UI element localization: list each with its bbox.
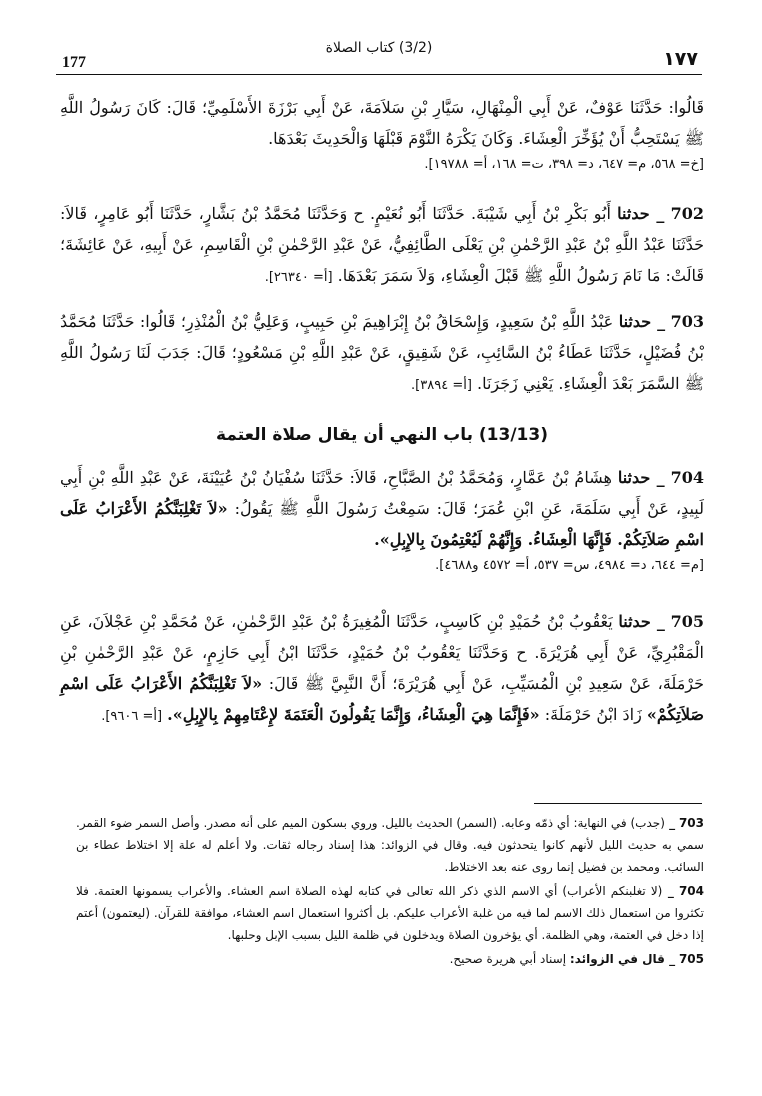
running-title: (3/2) كتاب الصلاة	[325, 40, 433, 56]
hadith-number: 704	[670, 468, 704, 487]
hadith-number: 702	[670, 204, 704, 223]
hadith-reference: [أ= ٢٦٣٤٠].	[264, 270, 333, 285]
page-number-arabic: ١٧٧	[663, 48, 698, 70]
page-number-latin: 177	[62, 54, 86, 71]
footnote-lead: (جدب)	[630, 816, 665, 830]
prophetic-quote: «لاَ تَغْلِبَنَّكُمُ الأَعْرَابُ عَلَى اسْمِ صَلاَتِكُمْ»	[60, 674, 704, 724]
footnote-text: إسناد أبي هريرة صحيح.	[449, 952, 567, 966]
page-header	[56, 30, 702, 78]
footnote-number: 703	[678, 816, 704, 830]
footnote: 703 _ (جدب) في النهاية: أي ذمّه وعابه. (السمر) الحديث بالليل. وروي بسكون الميم على أنه مصدر. وأصل السمر ضوء القمر. سمي به حديث الليل لأنهم كانوا يتحدثون فيه. وقال في الزوائد: هذا إسناد رجاله ثقات. ولا أعلم له علة إلا اختلاط عطاء بن السائب. ومحمد بن فضيل إنما روى عنه بعد الاختلاط.	[76, 816, 704, 874]
hadith-702: 702 _ حدثنا أَبُو بَكْرِ بْنُ أَبِي شَيْبَةَ. حَدَّثَنَا أَبُو نُعَيْمٍ. ح وَحَدَّثَنَا مُحَمَّدُ بْنُ بَشَّارٍ، حَدَّثَنَا أَبُو عَامِرٍ، قَالاَ: حَدَّثَنَا عَبْدُ اللَّهِ بْنُ عَبْدِ الرَّحْمٰنِ بْنِ يَعْلَى الطَّائِفِيُّ، عَنْ عَبْدِ الرَّحْمٰنِ بْنِ الْقَاسِمِ، عَنْ أَبِيهِ، عَنْ عَائِشَةَ؛ قَالَتْ: مَا نَامَ رَسُولُ اللَّهِ ﷺ قَبْلَ الْعِشَاءِ، وَلاَ سَمَرَ بَعْدَهَا. [أ= ٢٦٣٤٠].	[60, 204, 704, 285]
hadith-continuation	[60, 92, 704, 176]
header-rule	[56, 74, 702, 75]
hadith-text: قَالُوا: حَدَّثَنَا عَوْفٌ، عَنْ أَبِي الْمِنْهَالِ، سَيَّارِ بْنِ سَلاَمَةَ، عَنْ أَبِي بَرْزَةَ الأَسْلَمِيِّ؛ قَالَ: كَانَ رَسُولُ اللَّهِ ﷺ يَسْتَحِبُّ أَنْ يُؤَخِّرَ الْعِشَاءَ. وَكَانَ يَكْرَهُ النَّوْمَ قَبْلَهَا وَالْحَدِيثَ بَعْدَهَا.	[60, 98, 704, 148]
hadith-reference: [م= ٦٤٤، د= ٤٩٨٤، س= ٥٣٧، أ= ٤٥٧٢ و٤٦٨٨].	[435, 558, 704, 573]
footnote-lead: قال في الزوائد:	[569, 952, 665, 966]
footnote-lead: (لا تغلبنكم الأعراب)	[562, 884, 663, 898]
hadith-text: هِشَامُ بْنُ عَمَّارٍ، وَمُحَمَّدُ بْنُ الصَّبَّاحِ، قَالاَ: حَدَّثَنَا سُفْيَانُ بْنُ عُيَيْنَةَ، عَنْ عَبْدِ اللَّهِ بْنِ أَبِي لَبِيدٍ، عَنْ أَبِي سَلَمَةَ، عَنِ ابْنِ عُمَرَ؛ قَالَ: سَمِعْتُ رَسُولَ اللَّهِ ﷺ يَقُولُ:	[60, 468, 705, 518]
footnotes	[76, 812, 704, 972]
hadith-lead: حدثنا	[618, 612, 651, 631]
hadith-reference: [خ= ٥٦٨، م= ٦٤٧، د= ٣٩٨، ت= ١٦٨، أ= ١٩٧٨٨].	[424, 157, 704, 172]
hadith-text: يَعْقُوبُ بْنُ حُمَيْدِ بْنِ كَاسِبٍ، حَدَّثَنَا الْمُغِيرَةُ بْنُ عَبْدِ الرَّحْمٰنِ، عَنْ مُحَمَّدِ بْنِ عَجْلاَنَ، عَنِ الْمَقْبُرِيِّ، عَنْ أَبِي هُرَيْرَةَ. ح وَحَدَّثَنَا يَعْقُوبُ بْنُ حُمَيْدٍ، حَدَّثَنَا ابْنُ أَبِي حَازِمٍ، عَنْ عَبْدِ الرَّحْمٰنِ بْنِ حَرْمَلَةَ، عَنْ سَعِيدِ بْنِ الْمُسَيِّبِ، عَنْ أَبِي هُرَيْرَةَ؛ أَنَّ النَّبِيَّ ﷺ قَالَ:	[60, 612, 704, 693]
footnote-number: 704	[678, 884, 704, 898]
prophetic-quote-addition: «فَإِنَّمَا هِيَ الْعِشَاءُ، وَإِنَّمَا يَقُولُونَ الْعَتَمَةَ لإِعْتَامِهِمْ بِالإِبِلِ».	[167, 705, 540, 724]
hadith-reference: [أ= ٣٨٩٤].	[411, 378, 472, 393]
chapter-heading: (13/13) باب النهي أن يقال صلاة العتمة	[216, 425, 548, 445]
footnote-number: 705	[678, 952, 704, 966]
hadith-lead: حدثنا	[617, 468, 651, 487]
footnote-text: أي الاسم الذي ذكر الله تعالى في كتابه لهذه الصلاة اسم العشاء. والأعراب يسمونها العتمة. فلا تكثروا من استعمال ذلك الاسم لما فيه من غلبة الأعراب عليكم. بل أكثروا استعمال اسم العشاء، موافقة للقرآن. (ليعتمون) أعتم إذا دخل في العتمة، وهي الظلمة. أي يؤخرون الصلاة ويدخلون في ظلمة الليل بسبب الإبل وحلبها.	[76, 884, 704, 942]
hadith-text: عَبْدُ اللَّهِ بْنُ سَعِيدٍ، وَإِسْحَاقُ بْنُ إِبْرَاهِيمَ بْنِ حَبِيبٍ، وَعَلِيُّ بْنُ الْمُنْذِرِ؛ قَالُوا: حَدَّثَنَا مُحَمَّدُ بْنُ فُضَيْلٍ، حَدَّثَنَا عَطَاءُ بْنُ السَّائِبِ، عَنْ شَقِيقٍ، عَنْ عَبْدِ اللَّهِ بْنِ مَسْعُودٍ؛ قَالَ: جَدَبَ لَنَا رَسُولُ اللَّهِ ﷺ السَّمَرَ بَعْدَ الْعِشَاءِ. يَعْنِي زَجَرَنَا.	[60, 312, 704, 393]
hadith-705: 705 _ حدثنا يَعْقُوبُ بْنُ حُمَيْدِ بْنِ كَاسِبٍ، حَدَّثَنَا الْمُغِيرَةُ بْنُ عَبْدِ الرَّحْمٰنِ، عَنْ مُحَمَّدِ بْنِ عَجْلاَنَ، عَنِ الْمَقْبُرِيِّ، عَنْ أَبِي هُرَيْرَةَ. ح وَحَدَّثَنَا يَعْقُوبُ بْنُ حُمَيْدٍ، حَدَّثَنَا ابْنُ أَبِي حَازِمٍ، عَنْ عَبْدِ الرَّحْمٰنِ بْنِ حَرْمَلَةَ، عَنْ سَعِيدِ بْنِ الْمُسَيِّبِ، عَنْ أَبِي هُرَيْرَةَ؛ أَنَّ النَّبِيَّ ﷺ قَالَ: «لاَ تَغْلِبَنَّكُمُ الأَعْرَابُ عَلَى اسْمِ صَلاَتِكُمْ» زَادَ ابْنُ حَرْمَلَةَ: «فَإِنَّمَا هِيَ الْعِشَاءُ، وَإِنَّمَا يَقُولُونَ الْعَتَمَةَ لإِعْتَامِهِمْ بِالإِبِلِ». [أ= ٩٦٠٦].	[60, 612, 704, 724]
hadith-text-mid: زَادَ ابْنُ حَرْمَلَةَ:	[544, 705, 642, 724]
hadith-number: 705	[670, 612, 704, 631]
hadith-lead: حدثنا	[618, 312, 652, 331]
footnote: 705 _ قال في الزوائد: إسناد أبي هريرة صحيح.	[449, 952, 704, 966]
prophetic-quote: «لاَ تَغْلِبَنَّكُمُ الأَعْرَابُ عَلَى اسْمِ صَلاَتِكُمْ. فَإِنَّهَا الْعِشَاءُ. وَإِنَّهُمْ لَيُعْتِمُونَ بِالإِبِلِ».	[60, 499, 704, 549]
hadith-lead: حدثنا	[617, 204, 650, 223]
hadith-number: 703	[670, 312, 704, 331]
footnote-text: في النهاية: أي ذمّه وعابه. (السمر) الحديث بالليل. وروي بسكون الميم على أنه مصدر. وأصل السمر ضوء القمر. سمي به حديث الليل لأنهم كانوا يتحدثون فيه. وقال في الزوائد: هذا إسناد رجاله ثقات. ولا أعلم له علة إلا اختلاط عطاء بن السائب. ومحمد بن فضيل إنما روى عنه بعد الاختلاط.	[76, 816, 704, 874]
hadith-704: 704 _ حدثنا هِشَامُ بْنُ عَمَّارٍ، وَمُحَمَّدُ بْنُ الصَّبَّاحِ، قَالاَ: حَدَّثَنَا سُفْيَانُ بْنُ عُيَيْنَةَ، عَنْ عَبْدِ اللَّهِ بْنِ أَبِي لَبِيدٍ، عَنْ أَبِي سَلَمَةَ، عَنِ ابْنِ عُمَرَ؛ قَالَ: سَمِعْتُ رَسُولَ اللَّهِ ﷺ يَقُولُ: «لاَ تَغْلِبَنَّكُمُ الأَعْرَابُ عَلَى اسْمِ صَلاَتِكُمْ. فَإِنَّهَا الْعِشَاءُ. وَإِنَّهُمْ لَيُعْتِمُونَ بِالإِبِلِ». [م= ٦٤٤، د= ٤٩٨٤، س= ٥٣٧، أ= ٤٥٧٢ و٤٦٨٨].	[60, 462, 704, 577]
hadith-reference: [أ= ٩٦٠٦].	[101, 709, 163, 724]
footnote-rule	[534, 803, 702, 804]
hadith-text: أَبُو بَكْرِ بْنُ أَبِي شَيْبَةَ. حَدَّثَنَا أَبُو نُعَيْمٍ. ح وَحَدَّثَنَا مُحَمَّدُ بْنُ بَشَّارٍ، حَدَّثَنَا أَبُو عَامِرٍ، قَالاَ: حَدَّثَنَا عَبْدُ اللَّهِ بْنُ عَبْدِ الرَّحْمٰنِ بْنِ يَعْلَى الطَّائِفِيُّ، عَنْ عَبْدِ الرَّحْمٰنِ بْنِ الْقَاسِمِ، عَنْ أَبِيهِ، عَنْ عَائِشَةَ؛ قَالَتْ: مَا نَامَ رَسُولُ اللَّهِ ﷺ قَبْلَ الْعِشَاءِ، وَلاَ سَمَرَ بَعْدَهَا.	[60, 204, 704, 285]
footnote: 704 _ (لا تغلبنكم الأعراب) أي الاسم الذي ذكر الله تعالى في كتابه لهذه الصلاة اسم العشاء. والأعراب يسمونها العتمة. فلا تكثروا من استعمال ذلك الاسم لما فيه من غلبة الأعراب عليكم. بل أكثروا استعمال اسم العشاء، موافقة للقرآن. (ليعتمون) أعتم إذا دخل في العتمة، وهي الظلمة. أي يؤخرون الصلاة ويدخلون في ظلمة الليل بسبب الإبل وحلبها.	[76, 884, 704, 942]
hadith-703: 703 _ حدثنا عَبْدُ اللَّهِ بْنُ سَعِيدٍ، وَإِسْحَاقُ بْنُ إِبْرَاهِيمَ بْنِ حَبِيبٍ، وَعَلِيُّ بْنُ الْمُنْذِرِ؛ قَالُوا: حَدَّثَنَا مُحَمَّدُ بْنُ فُضَيْلٍ، حَدَّثَنَا عَطَاءُ بْنُ السَّائِبِ، عَنْ شَقِيقٍ، عَنْ عَبْدِ اللَّهِ بْنِ مَسْعُودٍ؛ قَالَ: جَدَبَ لَنَا رَسُولُ اللَّهِ ﷺ السَّمَرَ بَعْدَ الْعِشَاءِ. يَعْنِي زَجَرَنَا. [أ= ٣٨٩٤].	[60, 312, 704, 393]
